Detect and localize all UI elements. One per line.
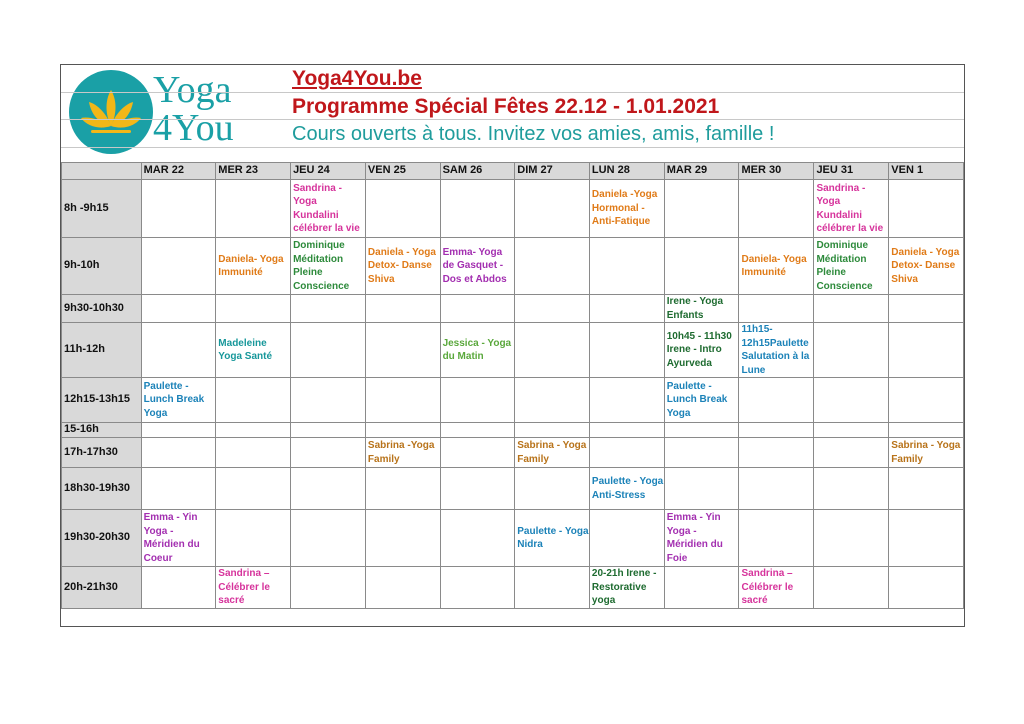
logo-text-yoga: Yoga — [153, 69, 232, 111]
class-cell: Emma - Yin Yoga - Méridien du Coeur — [141, 510, 216, 567]
logo-text-4you: 4You — [153, 107, 234, 149]
empty-cell — [365, 378, 440, 423]
class-cell: Paulette - Yoga Nidra — [515, 510, 590, 567]
empty-cell — [664, 423, 739, 438]
empty-cell — [515, 238, 590, 295]
time-slot-label: 9h30-10h30 — [62, 295, 142, 323]
class-cell: Paulette - Lunch Break Yoga — [141, 378, 216, 423]
table-row — [62, 423, 964, 438]
empty-cell — [440, 295, 515, 323]
day-header: MAR 22 — [141, 163, 216, 180]
empty-cell — [365, 510, 440, 567]
empty-cell — [739, 378, 814, 423]
table-row — [62, 438, 964, 468]
time-slot-label: 12h15-13h15 — [62, 378, 142, 423]
empty-cell — [814, 378, 889, 423]
empty-cell — [664, 567, 739, 609]
class-cell: Sandrina - Yoga Kundalini célébrer la vie — [291, 180, 366, 238]
table-row — [62, 510, 964, 567]
divider — [61, 119, 964, 120]
day-header: JEU 24 — [291, 163, 366, 180]
empty-cell — [515, 295, 590, 323]
empty-cell — [889, 180, 964, 238]
empty-cell — [739, 510, 814, 567]
empty-cell — [216, 378, 291, 423]
empty-cell — [216, 468, 291, 510]
corner-cell — [62, 163, 142, 180]
empty-cell — [440, 468, 515, 510]
empty-cell — [216, 438, 291, 468]
empty-cell — [739, 180, 814, 238]
time-slot-label: 8h -9h15 — [62, 180, 142, 238]
empty-cell — [814, 323, 889, 378]
class-cell: Paulette - Lunch Break Yoga — [664, 378, 739, 423]
empty-cell — [440, 567, 515, 609]
day-header: DIM 27 — [515, 163, 590, 180]
empty-cell — [365, 468, 440, 510]
empty-cell — [440, 423, 515, 438]
class-cell: Daniela - Yoga Detox- Danse Shiva — [365, 238, 440, 295]
day-header: MAR 29 — [664, 163, 739, 180]
class-cell: Sabrina -Yoga Family — [365, 438, 440, 468]
empty-cell — [365, 323, 440, 378]
class-cell: Jessica - Yoga du Matin — [440, 323, 515, 378]
empty-cell — [291, 510, 366, 567]
class-cell: Daniela- Yoga Immunité — [216, 238, 291, 295]
day-header: VEN 25 — [365, 163, 440, 180]
empty-cell — [889, 468, 964, 510]
empty-cell — [664, 468, 739, 510]
empty-cell — [291, 438, 366, 468]
empty-cell — [216, 180, 291, 238]
empty-cell — [589, 438, 664, 468]
empty-cell — [141, 323, 216, 378]
empty-cell — [739, 468, 814, 510]
empty-cell — [216, 423, 291, 438]
empty-cell — [365, 423, 440, 438]
lotus-icon — [67, 68, 155, 156]
empty-cell — [440, 438, 515, 468]
empty-cell — [515, 180, 590, 238]
class-cell: Dominique Méditation Pleine Conscience — [291, 238, 366, 295]
class-cell: 11h15-12h15Paulette Salutation à la Lune — [739, 323, 814, 378]
schedule-sheet — [60, 64, 965, 627]
class-cell: Sabrina - Yoga Family — [889, 438, 964, 468]
table-row — [62, 238, 964, 295]
empty-cell — [814, 295, 889, 323]
table-row — [62, 180, 964, 238]
time-slot-label: 17h-17h30 — [62, 438, 142, 468]
table-row — [62, 323, 964, 378]
day-header: SAM 26 — [440, 163, 515, 180]
time-slot-label: 9h-10h — [62, 238, 142, 295]
class-cell: Dominique Méditation Pleine Conscience — [814, 238, 889, 295]
table-row — [62, 567, 964, 609]
empty-cell — [440, 180, 515, 238]
empty-cell — [291, 295, 366, 323]
class-cell: Daniela -Yoga Hormonal - Anti-Fatique — [589, 180, 664, 238]
class-cell: Sandrina – Célébrer le sacré — [739, 567, 814, 609]
empty-cell — [141, 238, 216, 295]
empty-cell — [814, 567, 889, 609]
site-title: Yoga4You.be — [292, 67, 422, 90]
empty-cell — [440, 378, 515, 423]
time-slot-label: 20h-21h30 — [62, 567, 142, 609]
empty-cell — [141, 295, 216, 323]
day-header: LUN 28 — [589, 163, 664, 180]
empty-cell — [739, 295, 814, 323]
time-slot-label: 11h-12h — [62, 323, 142, 378]
class-cell: Sabrina - Yoga Family — [515, 438, 590, 468]
class-cell: Paulette - Yoga Anti-Stress — [589, 468, 664, 510]
class-cell: Daniela - Yoga Detox- Danse Shiva — [889, 238, 964, 295]
class-cell: Emma - Yin Yoga - Méridien du Foie — [664, 510, 739, 567]
empty-cell — [889, 510, 964, 567]
empty-cell — [515, 378, 590, 423]
header — [61, 65, 964, 163]
empty-cell — [141, 567, 216, 609]
empty-cell — [814, 423, 889, 438]
empty-cell — [141, 180, 216, 238]
empty-cell — [365, 295, 440, 323]
empty-cell — [589, 378, 664, 423]
programme-title: Programme Spécial Fêtes 22.12 - 1.01.2021 — [292, 95, 720, 118]
empty-cell — [589, 295, 664, 323]
empty-cell — [365, 567, 440, 609]
empty-cell — [216, 295, 291, 323]
empty-cell — [589, 510, 664, 567]
schedule-table — [61, 162, 964, 609]
empty-cell — [814, 438, 889, 468]
empty-cell — [889, 323, 964, 378]
empty-cell — [141, 468, 216, 510]
divider — [61, 92, 964, 93]
class-cell: Sandrina - Yoga Kundalini célébrer la vie — [814, 180, 889, 238]
class-cell: Daniela- Yoga Immunité — [739, 238, 814, 295]
subtitle: Cours ouverts à tous. Invitez vos amies, amis, famille ! — [292, 123, 775, 145]
day-header: MER 30 — [739, 163, 814, 180]
empty-cell — [515, 468, 590, 510]
table-row — [62, 378, 964, 423]
empty-cell — [889, 423, 964, 438]
class-cell: 10h45 - 11h30 Irene - Intro Ayurveda — [664, 323, 739, 378]
empty-cell — [889, 378, 964, 423]
class-cell: Sandrina – Célébrer le sacré — [216, 567, 291, 609]
time-slot-label: 18h30-19h30 — [62, 468, 142, 510]
empty-cell — [589, 323, 664, 378]
header-row — [62, 163, 964, 180]
class-cell: Irene - Yoga Enfants — [664, 295, 739, 323]
empty-cell — [589, 238, 664, 295]
empty-cell — [515, 567, 590, 609]
class-cell: 20-21h Irene - Restorative yoga — [589, 567, 664, 609]
empty-cell — [889, 295, 964, 323]
empty-cell — [664, 438, 739, 468]
empty-cell — [664, 180, 739, 238]
table-row — [62, 468, 964, 510]
empty-cell — [739, 438, 814, 468]
empty-cell — [889, 567, 964, 609]
time-slot-label: 19h30-20h30 — [62, 510, 142, 567]
empty-cell — [291, 378, 366, 423]
empty-cell — [216, 510, 291, 567]
empty-cell — [739, 423, 814, 438]
empty-cell — [440, 510, 515, 567]
divider — [61, 147, 964, 148]
empty-cell — [291, 567, 366, 609]
empty-cell — [664, 238, 739, 295]
empty-cell — [291, 423, 366, 438]
empty-cell — [589, 423, 664, 438]
empty-cell — [515, 423, 590, 438]
empty-cell — [515, 323, 590, 378]
day-header: VEN 1 — [889, 163, 964, 180]
empty-cell — [291, 323, 366, 378]
class-cell: Emma- Yoga de Gasquet - Dos et Abdos — [440, 238, 515, 295]
empty-cell — [291, 468, 366, 510]
yoga4you-logo — [61, 65, 291, 163]
empty-cell — [814, 468, 889, 510]
empty-cell — [814, 510, 889, 567]
day-header: JEU 31 — [814, 163, 889, 180]
time-slot-label: 15-16h — [62, 423, 142, 438]
empty-cell — [141, 438, 216, 468]
class-cell: Madeleine Yoga Santé — [216, 323, 291, 378]
empty-cell — [365, 180, 440, 238]
empty-cell — [141, 423, 216, 438]
day-header: MER 23 — [216, 163, 291, 180]
table-row — [62, 295, 964, 323]
